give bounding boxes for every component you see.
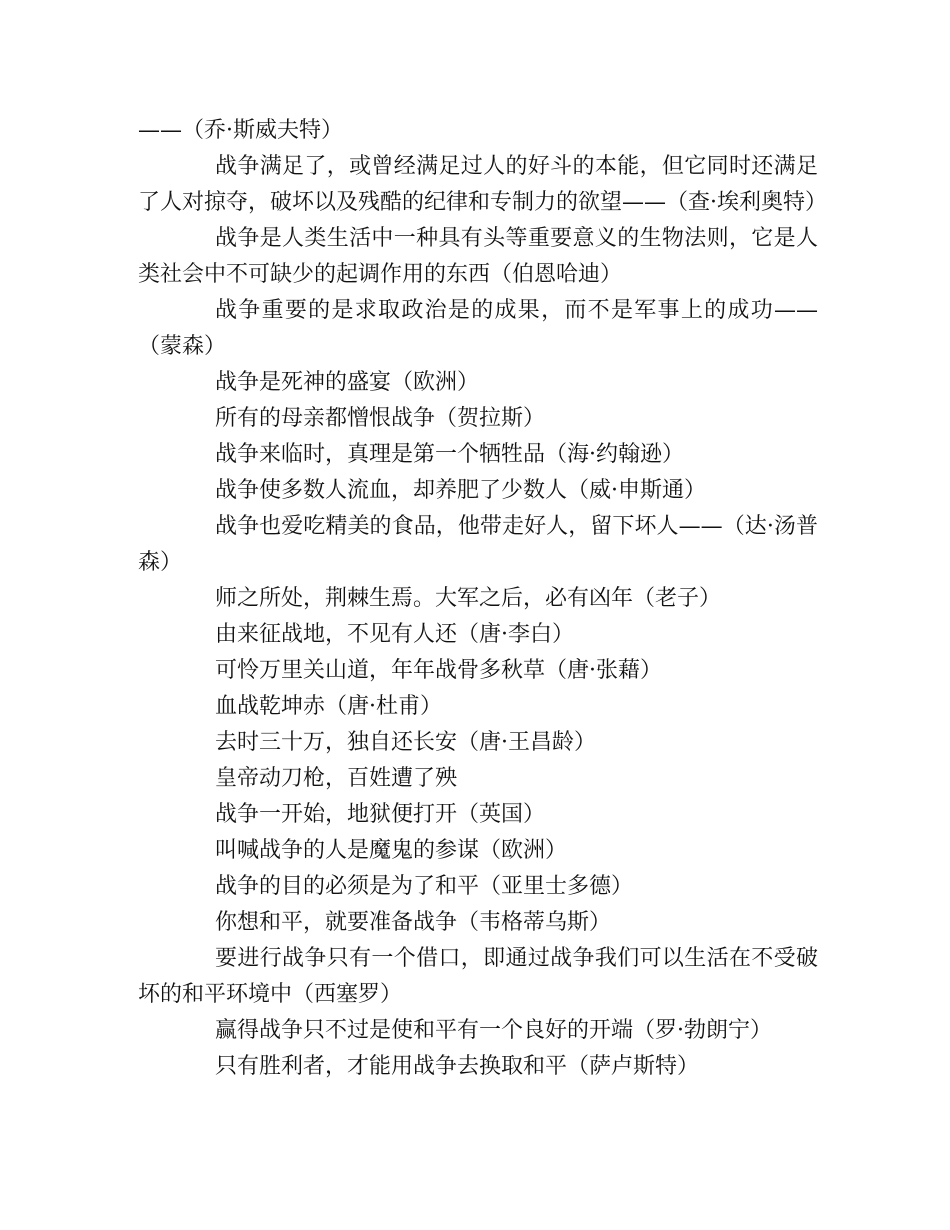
paragraph: 赢得战争只不过是使和平有一个良好的开端（罗·勃朗宁） [215, 1018, 772, 1043]
paragraph: 战争的目的必须是为了和平（亚里士多德） [215, 874, 634, 899]
paragraph: 战争是人类生活中一种具有头等重要意义的生物法则，它是人类社会中不可缺少的起调作用的东西（伯恩哈迪） [138, 226, 818, 287]
paragraph: 你想和平，就要准备战争（韦格蒂乌斯） [215, 910, 612, 935]
paragraph: 皇帝动刀枪，百姓遭了殃 [215, 766, 458, 791]
paragraph: 要进行战争只有一个借口，即通过战争我们可以生活在不受破坏的和平环境中（西塞罗） [138, 946, 818, 1007]
paragraph: 叫喊战争的人是魔鬼的参谋（欧洲） [215, 838, 568, 863]
paragraph: 只有胜利者，才能用战争去换取和平（萨卢斯特） [215, 1054, 700, 1079]
paragraph: 由来征战地，不见有人还（唐·李白） [215, 622, 574, 647]
paragraph: 血战乾坤赤（唐·杜甫） [215, 694, 442, 719]
paragraph: 战争满足了，或曾经满足过人的好斗的本能，但它同时还满足了人对掠夺，破坏以及残酷的纪律和专制力的欲望——（查·埃利奥特） [138, 154, 827, 215]
paragraph: ——（乔·斯威夫特） [138, 118, 343, 143]
paragraph: 师之所处，荆棘生焉。大军之后，必有凶年（老子） [215, 586, 722, 611]
paragraph: 战争使多数人流血，却养肥了少数人（威·申斯通） [215, 478, 706, 503]
paragraph: 所有的母亲都憎恨战争（贺拉斯） [215, 406, 546, 431]
paragraph: 战争一开始，地狱便打开（英国） [215, 802, 546, 827]
paragraph: 战争重要的是求取政治是的成果，而不是军事上的成功——（蒙森） [138, 298, 818, 359]
paragraph: 可怜万里关山道，年年战骨多秋草（唐·张藉） [215, 658, 662, 683]
paragraph: 去时三十万，独自还长安（唐·王昌龄） [215, 730, 596, 755]
paragraph: 战争是死神的盛宴（欧洲） [215, 370, 480, 395]
document-body [138, 113, 827, 1085]
paragraph: 战争也爱吃精美的食品，他带走好人，留下坏人——（达·汤普森） [138, 514, 818, 575]
paragraph: 战争来临时，真理是第一个牺牲品（海·约翰逊） [215, 442, 684, 467]
